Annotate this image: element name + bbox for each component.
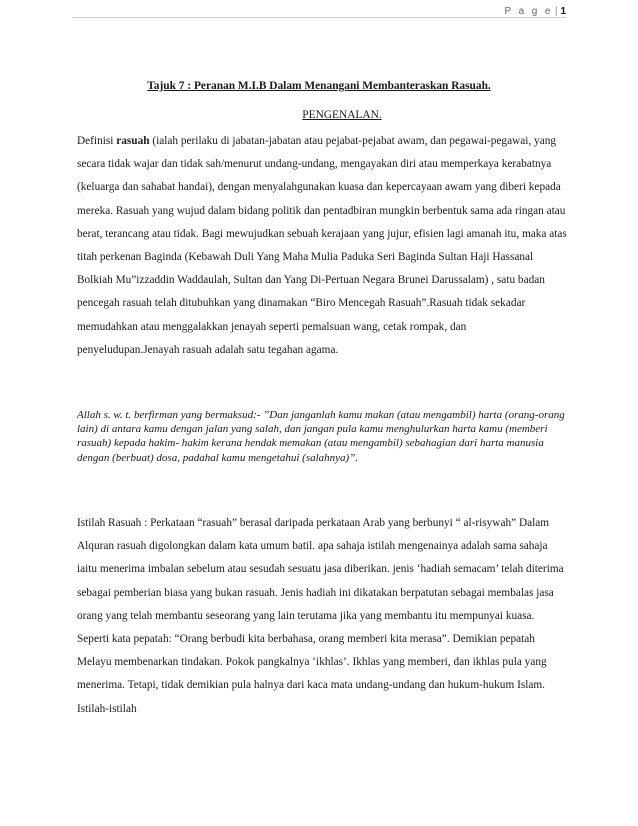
intro-prefix: Definisi	[77, 135, 117, 147]
page-number: 1	[560, 6, 566, 17]
intro-paragraph	[77, 130, 569, 362]
intro-keyword: rasuah	[116, 135, 150, 147]
page-separator: |	[554, 6, 558, 17]
intro-text: (ialah perilaku di jabatan-jabatan atau pejabat-pejabat awam, dan pegawai-pegawai, yang secara tidak wajar dan tidak sah/menurut undang-undang, mengayakan diri atau memperkaya kerabatnya (keluarga dan sahabat handai), dengan menyalahgunakan kuasa dan kepercayaan awam yang diberi kepada mereka. Rasuah yang wujud dalam bidang politik dan pentadbiran mungkin berbentuk sama ada ringan atau berat, terancang atau tidak. Bagi mewujudkan sebuah kerajaan yang jujur, efisien lagi amanah itu, maka atas titah perkenan Baginda (Kebawah Duli Yang Maha Mulia Paduka Seri Baginda Sultan Haji Hassanal Bolkiah Mu”izzaddin Waddaulah, Sultan dan Yang Di-Pertuan Negara Brunei Darussalam) , satu badan pencegah rasuah telah ditubuhkan yang dinamakan “Biro Mencegah Rasuah”.Rasuah tidak sekadar memudahkan atau menggalakkan jenayah seperti pemalsuan wang, cetak rompak, dan penyeludupan.Jenayah rasuah adalah satu tegahan agama.	[77, 135, 567, 356]
page-label: P a g e	[504, 6, 553, 17]
quran-quote: Allah s. w. t. berfirman yang bermaksud:- ”Dan janganlah kamu makan (atau mengambil) harta (orang-orang lain) di antara kamu dengan jalan yang salah, dan jangan pula kamu menghulurkan harta kamu (memberi rasuah) kepada hakim- hakim kerana hendak memakan (atau mengambil) sebahagian dari harta manusia dengan (berbuat) dosa, padahal kamu mengetahui (salahnya)”.	[77, 409, 565, 464]
header-rule	[72, 17, 566, 18]
istilah-paragraph: Istilah Rasuah : Perkataan “rasuah” berasal daripada perkataan Arab yang berbunyi “ al-risywah” Dalam Alquran rasuah digolongkan dalam kata umum batil. apa sahaja istilah mengenainya adalah sama sahaja iaitu menerima imbalan sebelum atau sesudah sesuatu jasa diberikan. jenis ‘hadiah semacam’ telah diterima sebagai pemberian biasa yang bukan rasuah. Jenis hadiah ini dikatakan berpatutan sebagai membalas jasa orang yang telah membantu seseorang yang lain terutama jika yang membantu itu mempunyai kuasa. Seperti kata pepatah: “Orang berbudi kita berbahasa, orang memberi kita merasa”. Demikian pepatah Melayu membenarkan tindakan. Pokok pangkalnya ‘ikhlas’. Ikhlas yang memberi, dan ikhlas pula yang menerima. Tetapi, tidak demikian pula halnya dari kaca mata undang-undang dan hukum-hukum Islam. Istilah-istilah	[77, 517, 564, 715]
document-title: Tajuk 7 : Peranan M.I.B Dalam Menangani Membanteraskan Rasuah.	[147, 80, 491, 92]
section-heading: PENGENALAN.	[302, 109, 382, 121]
